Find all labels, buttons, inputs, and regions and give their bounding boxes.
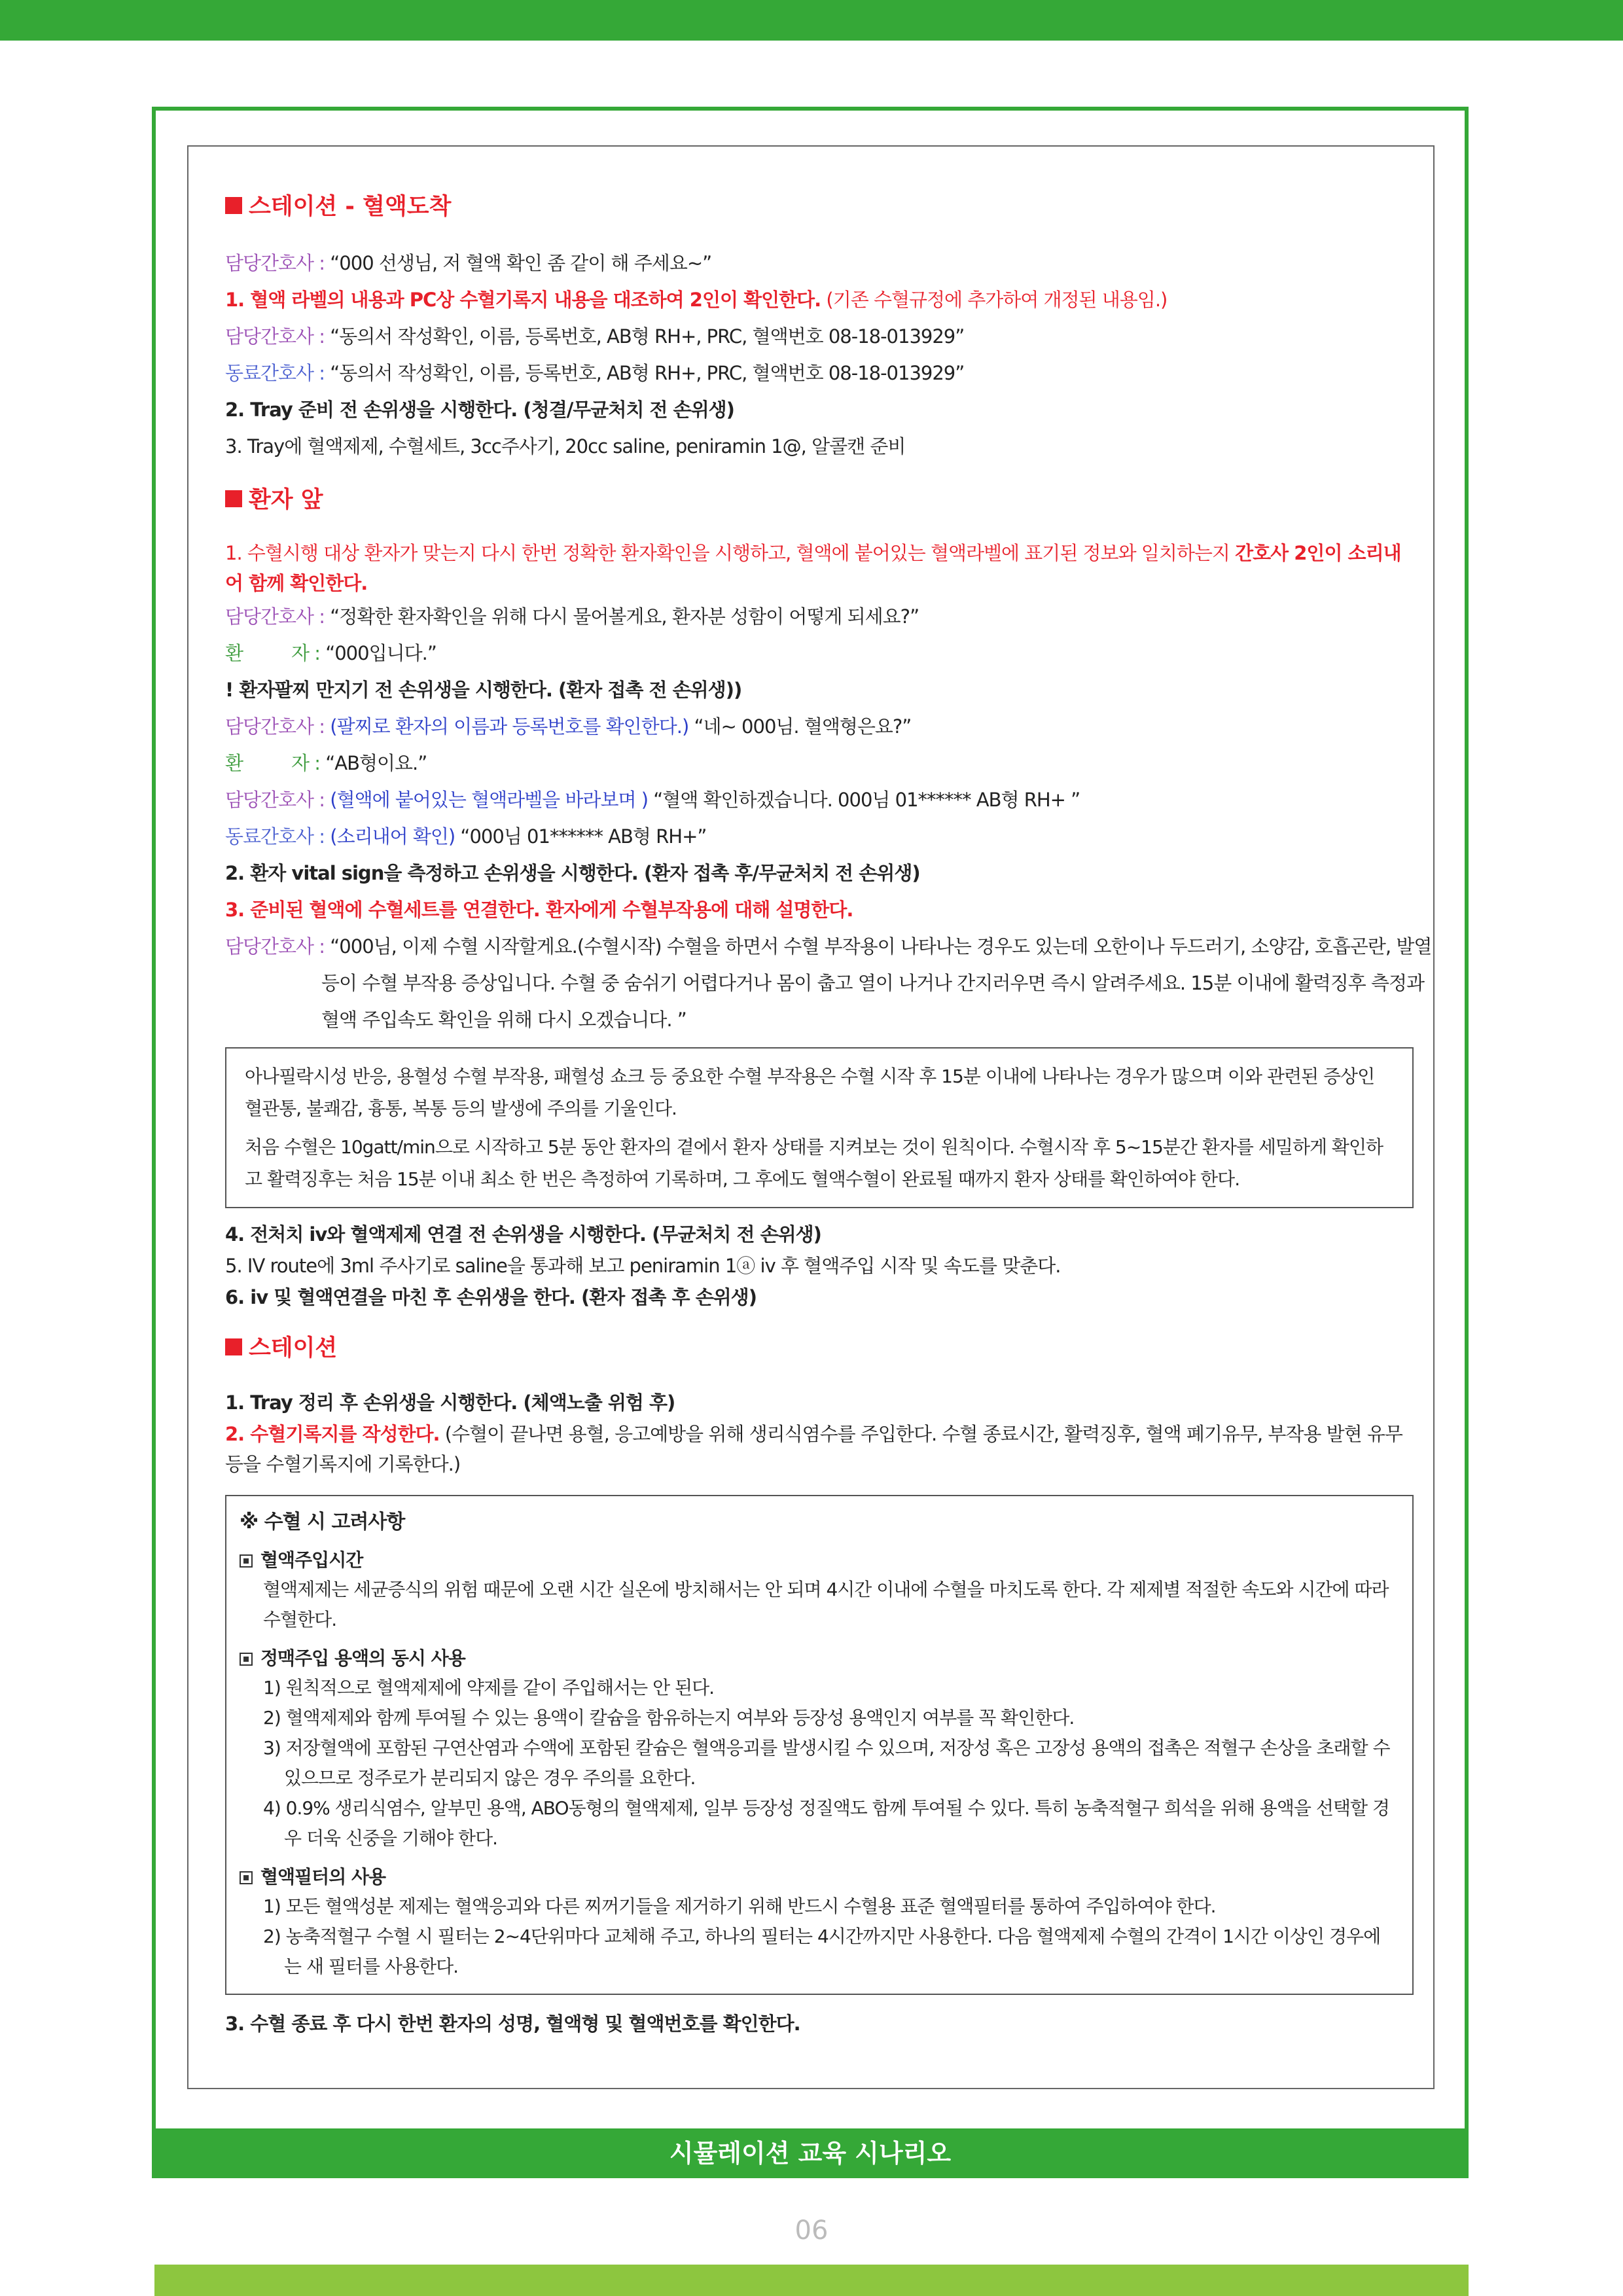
square-bullet-icon: [240, 1871, 253, 1884]
speaker-label: 담당간호사 :: [225, 605, 330, 628]
square-bullet-icon: [240, 1653, 253, 1666]
dialog-line: 환 자 : “AB형이요.”: [225, 752, 427, 774]
red-square-icon: [225, 490, 242, 507]
section-heading-station: 스테이션: [225, 1333, 1414, 1364]
speaker-label: 담당간호사 :: [225, 789, 330, 811]
dialog-line: 담당간호사 : “정확한 환자확인을 위해 다시 물어볼게요, 환자분 성함이 어떻게 되세요?”: [225, 605, 919, 628]
footer-banner: 시뮬레이션 교육 시나리오: [152, 2128, 1469, 2178]
dialog-line: 동료간호사 : “동의서 작성확인, 이름, 등록번호, AB형 RH+, PRC, 혈액번호 08-18-013929”: [225, 362, 965, 384]
consideration-item: 2) 혈액제제와 함께 투여될 수 있는 용액이 칼슘을 함유하는지 여부와 등장성 용액인지 여부를 꼭 확인한다.: [263, 1707, 1075, 1729]
step-line: ! 환자팔찌 만지기 전 손위생을 시행한다. (환자 접촉 전 손위생)): [225, 679, 742, 701]
speaker-label: 담당간호사 :: [225, 715, 330, 738]
consideration-item: 2) 농축적혈구 수혈 시 필터는 2∼4단위마다 교체해 주고, 하나의 필터는 4시간까지만 사용한다. 다음 혈액제제 수혈의 간격이 1시간 이상인 경우에는 새 필터를 사용한다.: [263, 1926, 1381, 1977]
dialog-line: 환 자 : “000입니다.”: [225, 642, 437, 664]
dialog-line: 담당간호사 : (혈액에 붙어있는 혈액라벨을 바라보며 ) “혈액 확인하겠습니다. 000님 01****** AB형 RH+ ”: [225, 789, 1080, 811]
step-line: 4. 전처치 iv와 혈액제제 연결 전 손위생을 시행한다. (무균처치 전 손위생): [225, 1223, 821, 1246]
consideration-heading: 혈액필터의 사용: [240, 1863, 1394, 1892]
consideration-item: 1) 모든 혈액성분 제제는 혈액응괴와 다른 찌꺼기들을 제거하기 위해 반드시 수혈용 표준 혈액필터를 통하여 주입하여야 한다.: [263, 1895, 1216, 1917]
speaker-label: 담당간호사 :: [225, 325, 330, 348]
step-line: 3. 준비된 혈액에 수혈세트를 연결한다. 환자에게 수혈부작용에 대해 설명한다.: [225, 899, 853, 921]
step-paragraph: 2. 수혈기록지를 작성한다. (수혈이 끝나면 용혈, 응고예방을 위해 생리식염수를 주입한다. 수혈 종료시간, 활력징후, 혈액 폐기유무, 부작용 발현 유무 등을 수혈기록지에 기록한다.): [225, 1423, 1402, 1475]
consideration-body: 혈액제제는 세균증식의 위험 때문에 오랜 시간 실온에 방치해서는 안 되며 4시간 이내에 수혈을 마치도록 한다. 각 제제별 적절한 속도와 시간에 따라 수혈한다.: [263, 1579, 1389, 1630]
dialog-line: 담당간호사 : (팔찌로 환자의 이름과 등록번호를 확인한다.) “네~ 000님. 혈액형은요?”: [225, 715, 912, 738]
section-heading-patient: 환자 앞: [225, 484, 1414, 516]
dialog-line: 담당간호사 : “000님, 이제 수혈 시작할게요.(수혈시작) 수혈을 하면서 수혈 부작용이 나타나는 경우도 있는데 오한이나 두드러기, 소양감, 호흡곤란, 발열: [225, 935, 1432, 958]
step-line: 1. 혈액 라벨의 내용과 PC상 수혈기록지 내용을 대조하여 2인이 확인한다. (기존 수혈규정에 추가하여 개정된 내용임.): [225, 289, 1168, 311]
step-line: 6. iv 및 혈액연결을 마친 후 손위생을 한다. (환자 접촉 후 손위생): [225, 1286, 757, 1308]
dialog-line: 동료간호사 : (소리내어 확인) “000님 01****** AB형 RH+”: [225, 825, 707, 848]
square-bullet-icon: [240, 1554, 253, 1568]
red-square-icon: [225, 197, 242, 214]
consideration-heading: 정맥주입 용액의 동시 사용: [240, 1644, 1394, 1673]
dialog-line-cont: 등이 수혈 부작용 증상입니다. 수혈 중 숨쉬기 어렵다거나 몸이 춥고 열이 나거나 간지러우면 즉시 알려주세요. 15분 이내에 활력징후 측정과: [321, 972, 1425, 994]
speaker-label: 동료간호사 :: [225, 362, 330, 384]
speaker-label: 환 자 :: [225, 642, 326, 664]
top-accent-bar: [0, 0, 1623, 41]
dialog-line-cont: 혈액 주입속도 확인을 위해 다시 오겠습니다. ”: [321, 1009, 687, 1031]
consideration-heading: 혈액주입시간: [240, 1546, 1394, 1575]
considerations-box: [225, 1495, 1414, 1995]
page-number: 06: [794, 2215, 829, 2246]
speaker-label: 동료간호사 :: [225, 825, 330, 848]
red-square-icon: [225, 1338, 242, 1355]
section-heading-station-arrival: 스테이션 - 혈액도착: [225, 191, 1414, 223]
step-line: 2. 환자 vital sign을 측정하고 손위생을 시행한다. (환자 접촉 후/무균처치 전 손위생): [225, 862, 920, 884]
speaker-label: 담당간호사 :: [225, 252, 330, 274]
speaker-label: 담당간호사 :: [225, 935, 330, 958]
bottom-accent-bar: [154, 2265, 1469, 2296]
step-line: 1. Tray 정리 후 손위생을 시행한다. (체액노출 위험 후): [225, 1391, 675, 1414]
step-line: 2. Tray 준비 전 손위생을 시행한다. (청결/무균처치 전 손위생): [225, 399, 734, 421]
dialog-line: 담당간호사 : “000 선생님, 저 혈액 확인 좀 같이 해 주세요~”: [225, 252, 712, 274]
consideration-item: 1) 원칙적으로 혈액제제에 약제를 같이 주입해서는 안 된다.: [263, 1677, 715, 1698]
step-paragraph: 1. 수혈시행 대상 환자가 맞는지 다시 한번 정확한 환자확인을 시행하고, 혈액에 붙어있는 혈액라벨에 표기된 정보와 일치하는지 간호사 2인이 소리내어 함께 확인한다.: [225, 542, 1401, 594]
info-box-adverse-reactions: 아나필락시성 반응, 용혈성 수혈 부작용, 패혈성 쇼크 등 중요한 수혈 부작용은 수혈 시작 후 15분 이내에 나타나는 경우가 많으며 이와 관련된 증상인 혈관통, 불쾌감, 흉통, 복통 등의 발생에 주의를 기울인다. 처음 수혈은 10gatt/min으로 시작하고 5분 동안 환자의 곁에서 환자 상태를 지켜보는 것이 원칙이다. 수혈시작 후 5~15분간 환자를 세밀하게 확인하고 활력징후는 처음 15분 이내 최소 한 번은 측정하여 기록하며, 그 후에도 혈액수혈이 완료될 때까지 환자 상태를 확인하여야 한다.: [225, 1047, 1414, 1208]
speaker-label: 환 자 :: [225, 752, 326, 774]
page-content: [225, 191, 1432, 2042]
consideration-item: 4) 0.9% 생리식염수, 알부민 용액, ABO동형의 혈액제제, 일부 등장성 정질액도 함께 투여될 수 있다. 특히 농축적혈구 희석을 위해 용액을 선택할 경우 더욱 신중을 기해야 한다.: [263, 1797, 1389, 1849]
step-line: 5. IV route에 3ml 주사기로 saline을 통과해 보고 peniramin 1ⓐ iv 후 혈액주입 시작 및 속도를 맞춘다.: [225, 1255, 1061, 1277]
step-line: 3. Tray에 혈액제제, 수혈세트, 3cc주사기, 20cc saline, peniramin 1@, 알콜캔 준비: [225, 435, 906, 457]
consideration-item: 3) 저장혈액에 포함된 구연산염과 수액에 포함된 칼슘은 혈액응괴를 발생시킬 수 있으며, 저장성 혹은 고장성 용액의 접촉은 적혈구 손상을 초래할 수 있으므로 정주로가 분리되지 않은 경우 주의를 요한다.: [263, 1737, 1390, 1789]
dialog-line: 담당간호사 : “동의서 작성확인, 이름, 등록번호, AB형 RH+, PRC, 혈액번호 08-18-013929”: [225, 325, 965, 348]
considerations-title: ※ 수혈 시 고려사항: [240, 1511, 405, 1534]
step-line: 3. 수혈 종료 후 다시 한번 환자의 성명, 혈액형 및 혈액번호를 확인한다.: [225, 2013, 800, 2035]
